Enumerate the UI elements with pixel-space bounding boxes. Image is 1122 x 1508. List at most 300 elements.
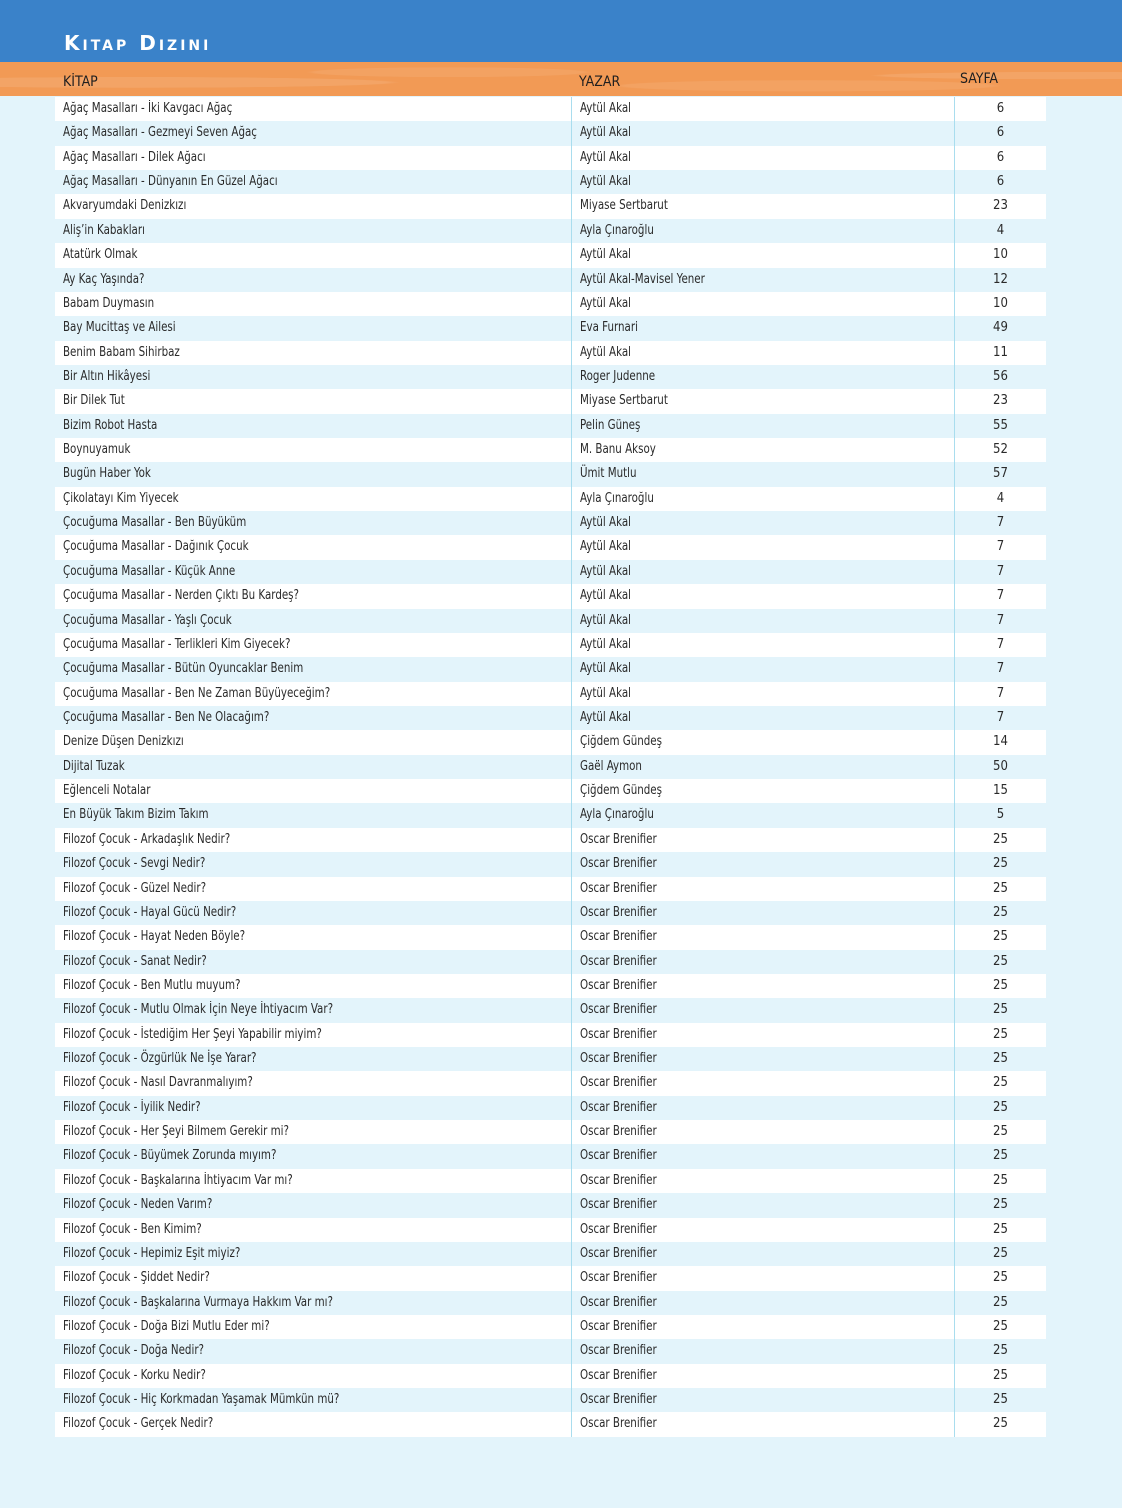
author-cell [571,341,954,365]
author-cell [571,1266,954,1290]
book-title-cell [55,1315,571,1339]
book-title: Filozof Çocuk - Sanat Nedir? [63,953,207,969]
book-title: Filozof Çocuk - Her Şeyi Bilmem Gerekir mi? [63,1124,289,1140]
author-cell [571,1364,954,1388]
page-number: 25 [954,1071,1046,1095]
page-number: 25 [954,1144,1046,1168]
table-row [55,974,1046,998]
author-name: Oscar Brenifier [580,880,657,896]
author-name: Oscar Brenifier [580,1172,657,1188]
book-title: Eğlenceli Notalar [63,783,151,799]
author-cell [571,438,954,462]
page-number: 25 [954,1315,1046,1339]
book-title-cell [55,657,571,681]
author-name: Aytül Akal [580,588,632,604]
author-name: Oscar Brenifier [580,904,657,920]
table-row [55,1266,1046,1290]
book-title-cell [55,560,571,584]
table-row [55,560,1046,584]
book-title-cell [55,170,571,194]
book-title-cell [55,925,571,949]
table-row [55,1388,1046,1412]
page-number: 25 [954,828,1046,852]
author-cell [571,1047,954,1071]
author-name: Aytül Akal [580,539,632,555]
table-row [55,1242,1046,1266]
book-title: Ağaç Masalları - İki Kavgacı Ağaç [63,101,233,116]
page-number: 25 [954,1193,1046,1217]
table-row [55,146,1046,170]
author-name: Oscar Brenifier [580,1367,657,1383]
author-name: Oscar Brenifier [580,856,657,872]
book-title: Ağaç Masalları - Gezmeyi Seven Ağaç [63,125,257,141]
book-title-cell [55,682,571,706]
book-title-cell [55,292,571,316]
table-row [55,1144,1046,1168]
page-number: 25 [954,1047,1046,1071]
author-name: Çiğdem Gündeş [580,734,663,750]
table-row [55,852,1046,876]
author-cell [571,1315,954,1339]
table-row [55,243,1046,267]
book-title-cell [55,1266,571,1290]
table-row [55,316,1046,340]
table-row [55,609,1046,633]
author-cell [571,755,954,779]
table-row [55,194,1046,218]
book-title: Filozof Çocuk - Başkalarına İhtiyacım Var mı? [63,1172,293,1188]
page-number: 25 [954,1242,1046,1266]
author-name: Oscar Brenifier [580,1075,657,1091]
page-number: 15 [954,779,1046,803]
book-title: Çocuğuma Masallar - Terlikleri Kim Giyecek? [63,636,291,652]
author-cell [571,998,954,1022]
table-row [55,170,1046,194]
column-header-author: YAZAR [579,74,621,90]
author-cell [571,584,954,608]
page-number: 25 [954,1120,1046,1144]
table-row [55,682,1046,706]
book-title-cell [55,1120,571,1144]
book-title: Filozof Çocuk - Ben Kimim? [63,1221,202,1237]
book-title-cell [55,1169,571,1193]
table-row [55,389,1046,413]
page-number: 25 [954,1218,1046,1242]
table-row [55,268,1046,292]
author-cell [571,633,954,657]
book-title-cell [55,1023,571,1047]
table-row [55,1096,1046,1120]
author-cell [571,219,954,243]
author-name: Oscar Brenifier [580,1270,657,1286]
book-title-cell [55,1071,571,1095]
page-number: 5 [954,803,1046,827]
author-cell [571,925,954,949]
table-row [55,1364,1046,1388]
table-row [55,1047,1046,1071]
author-name: Oscar Brenifier [580,1148,657,1164]
book-title-cell [55,268,571,292]
author-name: Pelin Güneş [580,417,641,433]
book-title-cell [55,341,571,365]
page-number: 57 [954,462,1046,486]
author-cell [571,1412,954,1436]
table-row [55,438,1046,462]
author-cell [571,779,954,803]
author-name: Oscar Brenifier [580,1026,657,1042]
book-title-cell [55,511,571,535]
author-cell [571,1388,954,1412]
book-title-cell [55,779,571,803]
book-title: Bizim Robot Hasta [63,417,158,433]
page-number: 25 [954,852,1046,876]
book-title: Filozof Çocuk - Korku Nedir? [63,1367,206,1383]
table-row [55,341,1046,365]
table-row [55,511,1046,535]
author-name: Oscar Brenifier [580,1392,657,1408]
book-title: Filozof Çocuk - Doğa Nedir? [63,1343,205,1359]
table-row [55,998,1046,1022]
table-row [55,414,1046,438]
table-row [55,1169,1046,1193]
author-name: Oscar Brenifier [580,1221,657,1237]
table-row [55,1023,1046,1047]
author-name: Aytül Akal [580,709,632,725]
page-number: 6 [954,121,1046,145]
book-title-cell [55,755,571,779]
page-number: 7 [954,584,1046,608]
author-cell [571,535,954,559]
table-row [55,487,1046,511]
page-number: 50 [954,755,1046,779]
author-name: Oscar Brenifier [580,929,657,945]
book-title: Denize Düşen Denizkızı [63,734,184,750]
table-row [55,1412,1046,1436]
author-name: Aytül Akal [580,101,632,116]
author-name: Oscar Brenifier [580,1099,657,1115]
table-row [55,462,1046,486]
book-title-cell [55,1339,571,1363]
page-number: 25 [954,1266,1046,1290]
book-title: Ağaç Masalları - Dilek Ağacı [63,149,206,165]
author-cell [571,511,954,535]
author-cell [571,292,954,316]
table-row [55,535,1046,559]
book-title: Filozof Çocuk - Mutlu Olmak İçin Neye İhtiyacım Var? [63,1002,334,1018]
table-row [55,828,1046,852]
book-title-cell [55,974,571,998]
author-cell [571,121,954,145]
book-title-cell [55,219,571,243]
page-number: 7 [954,609,1046,633]
book-title: Çikolatayı Kim Yiyecek [63,490,179,506]
author-name: Aytül Akal [580,295,632,311]
author-name: Oscar Brenifier [580,1002,657,1018]
author-cell [571,170,954,194]
page-title: Kitap Dizini [64,31,212,55]
page-number: 4 [954,487,1046,511]
page-number: 6 [954,170,1046,194]
table-row [55,1120,1046,1144]
page-number: 7 [954,682,1046,706]
author-name: Ayla Çınaroğlu [580,222,654,238]
page-number: 25 [954,974,1046,998]
author-cell [571,1144,954,1168]
table-row [55,1315,1046,1339]
table-row [55,1339,1046,1363]
author-cell [571,243,954,267]
book-title-cell [55,633,571,657]
author-name: Aytül Akal [580,344,632,360]
book-title: Ay Kaç Yaşında? [63,271,145,287]
book-title-cell [55,535,571,559]
author-cell [571,1096,954,1120]
book-title: Bugün Haber Yok [63,466,151,482]
author-cell [571,1193,954,1217]
author-cell [571,901,954,925]
page-number: 7 [954,657,1046,681]
author-name: Oscar Brenifier [580,1124,657,1140]
table-row [55,803,1046,827]
author-cell [571,1169,954,1193]
author-name: Oscar Brenifier [580,1051,657,1067]
book-title: Aliş’in Kabakları [63,222,145,238]
author-cell [571,877,954,901]
table-row [55,219,1046,243]
author-name: Ayla Çınaroğlu [580,807,654,823]
table-row [55,657,1046,681]
book-title: Bir Altın Hikâyesi [63,368,151,384]
page-number: 23 [954,389,1046,413]
book-title-cell [55,1096,571,1120]
author-name: Aytül Akal [580,149,632,165]
table-row [55,877,1046,901]
author-cell [571,462,954,486]
book-title-cell [55,852,571,876]
book-title: Akvaryumdaki Denizkızı [63,198,187,214]
author-name: Aytül Akal [580,247,632,263]
book-title: Filozof Çocuk - Başkalarına Vurmaya Hakkım Var mı? [63,1294,333,1310]
author-name: Oscar Brenifier [580,1197,657,1213]
book-title-cell [55,462,571,486]
page-number: 23 [954,194,1046,218]
book-title-cell [55,877,571,901]
book-title-cell [55,1218,571,1242]
book-title: Çocuğuma Masallar - Küçük Anne [63,563,236,579]
book-title: Filozof Çocuk - Güzel Nedir? [63,880,207,896]
page-number: 10 [954,292,1046,316]
table-row [55,97,1046,121]
book-title: Filozof Çocuk - Arkadaşlık Nedir? [63,831,231,847]
table-row [55,1291,1046,1315]
book-title: Filozof Çocuk - İstediğim Her Şeyi Yapabilir miyim? [63,1026,322,1042]
book-title: Filozof Çocuk - Neden Varım? [63,1197,213,1213]
book-title: Filozof Çocuk - Gerçek Nedir? [63,1416,214,1432]
author-cell [571,657,954,681]
book-title: Filozof Çocuk - Hepimiz Eşit miyiz? [63,1245,241,1261]
book-title-cell [55,706,571,730]
book-title: Babam Duymasın [63,295,155,311]
book-title-cell [55,316,571,340]
book-title-cell [55,365,571,389]
author-name: Oscar Brenifier [580,1245,657,1261]
book-title-cell [55,901,571,925]
book-title: Çocuğuma Masallar - Yaşlı Çocuk [63,612,232,628]
author-cell [571,487,954,511]
page-number: 7 [954,706,1046,730]
author-cell [571,950,954,974]
book-title-cell [55,998,571,1022]
book-title-cell [55,1291,571,1315]
page-number: 49 [954,316,1046,340]
book-index-table [55,97,1046,1437]
page-number: 55 [954,414,1046,438]
book-title-cell [55,389,571,413]
book-title-cell [55,828,571,852]
author-cell [571,146,954,170]
author-cell [571,389,954,413]
page-number: 7 [954,633,1046,657]
page-number: 25 [954,998,1046,1022]
book-title: Filozof Çocuk - Şiddet Nedir? [63,1270,210,1286]
author-name: Çiğdem Gündeş [580,783,663,799]
book-title-cell [55,1242,571,1266]
author-cell [571,560,954,584]
author-cell [571,1339,954,1363]
table-row [55,901,1046,925]
table-row [55,950,1046,974]
author-cell [571,706,954,730]
table-row [55,584,1046,608]
book-title: Bir Dilek Tut [63,393,125,409]
book-title: Çocuğuma Masallar - Ben Büyüküm [63,515,247,531]
book-title: Çocuğuma Masallar - Ben Ne Olacağım? [63,709,270,725]
book-title: Filozof Çocuk - Hayal Gücü Nedir? [63,904,237,920]
table-header-band [0,62,1122,96]
page-number: 52 [954,438,1046,462]
author-name: Aytül Akal [580,563,632,579]
book-title-cell [55,97,571,121]
book-title-cell [55,609,571,633]
table-row [55,755,1046,779]
author-cell [571,414,954,438]
book-title-cell [55,243,571,267]
author-cell [571,268,954,292]
book-title: Boynuyamuk [63,442,131,458]
table-row [55,633,1046,657]
author-name: Oscar Brenifier [580,1343,657,1359]
page-number: 25 [954,1412,1046,1436]
author-name: Aytül Akal [580,515,632,531]
book-title: Dijital Tuzak [63,758,125,774]
book-title: Çocuğuma Masallar - Dağınık Çocuk [63,539,249,555]
author-name: Oscar Brenifier [580,1416,657,1432]
page-number: 7 [954,511,1046,535]
page-number: 6 [954,97,1046,121]
book-title-cell [55,1388,571,1412]
book-title-cell [55,730,571,754]
column-header-book: KİTAP [63,74,98,90]
page-number: 14 [954,730,1046,754]
book-title-cell [55,121,571,145]
book-title-cell [55,803,571,827]
page-number: 25 [954,1388,1046,1412]
book-title-cell [55,1412,571,1436]
author-name: Ümit Mutlu [580,466,637,482]
book-title: Filozof Çocuk - Özgürlük Ne İşe Yarar? [63,1051,257,1067]
author-name: Miyase Sertbarut [580,198,668,214]
page-number: 6 [954,146,1046,170]
book-title: Filozof Çocuk - Büyümek Zorunda mıyım? [63,1148,277,1164]
book-title: Çocuğuma Masallar - Nerden Çıktı Bu Kardeş? [63,588,300,604]
author-name: Aytül Akal [580,636,632,652]
author-name: Oscar Brenifier [580,1294,657,1310]
author-cell [571,1242,954,1266]
table-row [55,730,1046,754]
page-number: 25 [954,901,1046,925]
author-name: Eva Furnari [580,320,638,336]
author-name: Oscar Brenifier [580,953,657,969]
book-title: Filozof Çocuk - Nasıl Davranmalıyım? [63,1075,253,1091]
table-row [55,121,1046,145]
page-number: 7 [954,535,1046,559]
table-row [55,1193,1046,1217]
author-name: Ayla Çınaroğlu [580,490,654,506]
author-name: Oscar Brenifier [580,1318,657,1334]
book-title: Benim Babam Sihirbaz [63,344,180,360]
author-name: Miyase Sertbarut [580,393,668,409]
book-title-cell [55,584,571,608]
author-cell [571,609,954,633]
book-title-cell [55,1364,571,1388]
author-cell [571,682,954,706]
author-name: Aytül Akal [580,174,632,190]
author-cell [571,1218,954,1242]
book-title-cell [55,950,571,974]
book-title: Çocuğuma Masallar - Ben Ne Zaman Büyüyeceğim? [63,685,331,701]
table-row [55,365,1046,389]
page-number: 25 [954,1169,1046,1193]
book-title: Ağaç Masalları - Dünyanın En Güzel Ağacı [63,174,278,190]
author-cell [571,852,954,876]
author-cell [571,97,954,121]
table-row [55,706,1046,730]
author-cell [571,974,954,998]
book-title-cell [55,438,571,462]
table-row [55,292,1046,316]
author-cell [571,194,954,218]
book-title: Atatürk Olmak [63,247,138,263]
book-title: Filozof Çocuk - Ben Mutlu muyum? [63,977,241,993]
page-number: 25 [954,1291,1046,1315]
column-header-page: SAYFA [960,71,999,87]
book-title-cell [55,1193,571,1217]
book-title: Çocuğuma Masallar - Bütün Oyuncaklar Benim [63,661,304,677]
author-name: Gaël Aymon [580,758,642,774]
author-cell [571,803,954,827]
book-title-cell [55,146,571,170]
author-name: Aytül Akal [580,661,632,677]
author-cell [571,828,954,852]
page-number: 10 [954,243,1046,267]
book-title: Filozof Çocuk - Doğa Bizi Mutlu Eder mi? [63,1318,270,1334]
book-title-cell [55,1144,571,1168]
table-row [55,1218,1046,1242]
author-name: Aytül Akal-Mavisel Yener [580,271,705,287]
page-number: 25 [954,1096,1046,1120]
book-title-cell [55,1047,571,1071]
page-number: 4 [954,219,1046,243]
